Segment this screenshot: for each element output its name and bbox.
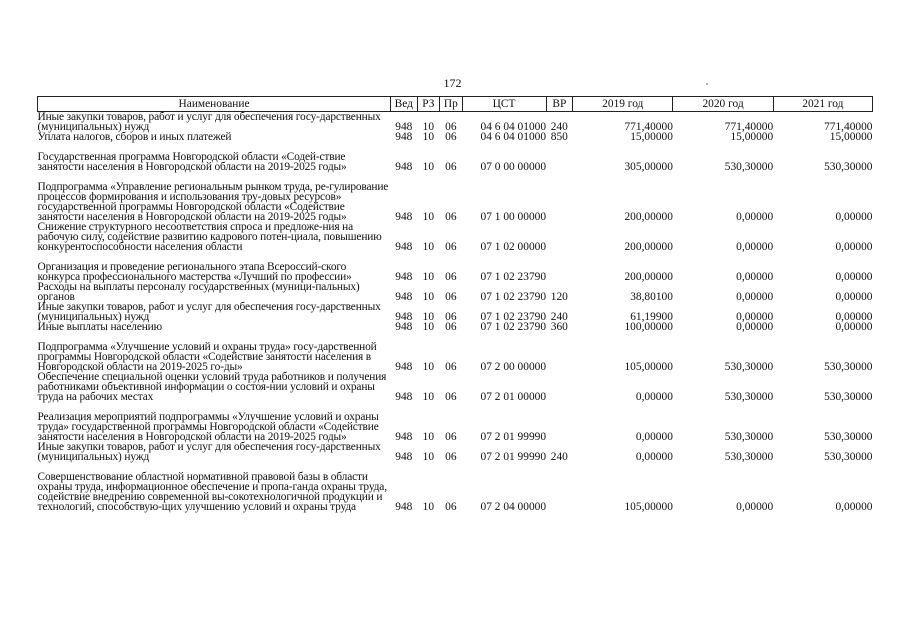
row-pr: 06 [445, 291, 457, 303]
row-cst: 07 1 02 23790 [480, 311, 547, 323]
row-rz: 10 [422, 501, 435, 513]
row-2020: 530,30000 [724, 361, 774, 373]
row-name: Иные выплаты населению [37, 321, 162, 333]
row-vr [546, 172, 573, 222]
row-2020: 15,00000 [730, 131, 774, 143]
row-pr: 06 [445, 121, 457, 133]
row-ved: 948 [395, 311, 413, 323]
row-2019: 771,40000 [624, 121, 673, 133]
row-vr [546, 252, 573, 282]
row-cst: 07 2 01 99990 [480, 431, 547, 443]
row-cst: 07 1 00 00000 [480, 211, 547, 223]
row-ved: 948 [395, 431, 413, 443]
row-2020: 530,30000 [724, 391, 774, 403]
row-name: Иные закупки товаров, работ и услуг для обеспечения госу-дарственных (муниципальных) нужд [37, 301, 381, 323]
row-pr: 06 [445, 241, 457, 253]
row-2019: 105,00000 [624, 501, 673, 513]
row-vr [546, 402, 573, 442]
row-rz: 10 [422, 131, 435, 143]
row-2020: 0,00000 [736, 501, 774, 513]
table-row [38, 322, 873, 332]
row-pr: 06 [445, 131, 457, 143]
row-pr: 06 [445, 271, 457, 283]
row-2019: 200,00000 [624, 271, 673, 283]
row-rz: 10 [422, 431, 435, 443]
table-row [38, 302, 873, 322]
budget-table [37, 96, 873, 512]
row-2019: 100,00000 [624, 321, 673, 333]
row-2019: 15,00000 [630, 131, 673, 143]
row-2021: 0,00000 [835, 291, 873, 303]
row-name: Иные закупки товаров, работ и услуг для обеспечения госу-дарственных (муниципальных) нужд [37, 441, 381, 463]
header-2019: 2019 год [573, 97, 673, 112]
header-2020: 2020 год [673, 97, 773, 112]
table-row [38, 112, 873, 133]
header-rz: РЗ [417, 97, 440, 112]
row-vr [546, 142, 573, 172]
table-row [38, 372, 873, 402]
row-2020: 0,00000 [736, 241, 774, 253]
row-2021: 530,30000 [824, 161, 873, 173]
row-2020: 0,00000 [736, 211, 774, 223]
row-2020: 0,00000 [736, 291, 774, 303]
row-pr: 06 [445, 431, 457, 443]
row-cst: 07 2 01 99990 [480, 451, 547, 463]
row-rz: 10 [422, 271, 435, 283]
row-vr [546, 222, 573, 252]
row-name: Снижение структурного несоответствия спроса и предложе-ния на рабочую силу, содействие развитию кадрового потен-циала, повышению конкурентоспособности населения области [37, 221, 382, 253]
row-rz: 10 [422, 241, 435, 253]
row-2020: 0,00000 [736, 271, 774, 283]
row-cst: 07 2 00 00000 [480, 361, 547, 373]
row-pr: 06 [445, 161, 457, 173]
row-name: Уплата налогов, сборов и иных платежей [37, 131, 232, 143]
row-name: Организация и проведение регионального этапа Всероссий-ского конкурса профессионального мастерства «Лучший по профессии» [37, 261, 352, 283]
row-2019: 200,00000 [624, 211, 673, 223]
header-name: Наименование [38, 97, 391, 112]
row-ved: 948 [395, 131, 413, 143]
row-2021: 530,30000 [824, 391, 873, 403]
row-vr [546, 462, 573, 512]
row-ved: 948 [395, 291, 413, 303]
row-rz: 10 [422, 451, 435, 463]
header-2021: 2021 год [773, 97, 872, 112]
row-name: Расходы на выплаты персоналу государственных (муници-пальных) органов [37, 281, 360, 303]
table-row [38, 442, 873, 462]
row-name: Подпрограмма «Управление региональным рынком труда, ре-гулирование процессов формирования и использования тру-довых ресурсов» государственной программы Новгородской области «Содействие занятости населения в Новгородской области на 2019-2025 годы» [37, 181, 389, 223]
row-rz: 10 [422, 321, 435, 333]
row-2021: 530,30000 [824, 361, 873, 373]
row-2021: 0,00000 [835, 311, 873, 323]
row-name: Иные закупки товаров, работ и услуг для обеспечения госу-дарственных (муниципальных) нужд [37, 111, 381, 133]
row-cst: 04 6 04 01000 [480, 131, 547, 143]
row-name: Подпрограмма «Улучшение условий и охраны труда» госу-дарственной программы Новгородской области «Содействие занятости населения в Новгородской области на 2019-2025 го-ды» [37, 341, 377, 373]
row-2020: 530,30000 [724, 161, 774, 173]
row-2019: 305,00000 [624, 161, 673, 173]
row-rz: 10 [422, 311, 435, 323]
row-2020: 530,30000 [724, 431, 774, 443]
row-2021: 15,00000 [829, 131, 873, 143]
row-2019: 38,80100 [630, 291, 673, 303]
row-2021: 0,00000 [835, 321, 873, 333]
table-row [38, 462, 873, 512]
header-vr: ВР [546, 97, 573, 112]
row-2020: 0,00000 [736, 321, 774, 333]
row-ved: 948 [395, 501, 413, 513]
row-ved: 948 [395, 161, 413, 173]
row-name: Реализация мероприятий подпрограммы «Улучшение условий и охраны труда» государственной программы Новгородской области «Содействие занятости населения в Новгородской области на 2019-2025 годы» [37, 411, 379, 443]
row-2021: 771,40000 [824, 121, 873, 133]
row-rz: 10 [422, 121, 435, 133]
row-2021: 0,00000 [835, 271, 873, 283]
row-name: Совершенствование областной нормативной правовой базы в области охраны труда, информационное обеспечение и пропа-ганда охраны труда, содействие внедрению современной вы-сокотехнологичной продукции и технологий, способствую-щих улучшению условий и охраны труда [37, 471, 387, 513]
row-2021: 0,00000 [835, 501, 873, 513]
row-vr [546, 372, 573, 402]
row-cst: 07 1 02 23790 [480, 321, 547, 333]
row-rz: 10 [422, 291, 435, 303]
row-ved: 948 [395, 391, 413, 403]
row-cst: 07 1 02 23790 [480, 271, 547, 283]
row-ved: 948 [395, 241, 413, 253]
row-2020: 530,30000 [724, 451, 774, 463]
row-vr: 850 [550, 131, 568, 143]
row-pr: 06 [445, 501, 457, 513]
row-2021: 0,00000 [835, 241, 873, 253]
header-pr: Пр [440, 97, 463, 112]
row-2020: 0,00000 [736, 311, 774, 323]
row-rz: 10 [422, 161, 435, 173]
row-cst: 07 1 02 23790 [480, 291, 547, 303]
table-row [38, 332, 873, 372]
row-2020: 771,40000 [724, 121, 774, 133]
table-row [38, 142, 873, 172]
row-2019: 0,00000 [635, 391, 673, 403]
row-pr: 06 [445, 391, 457, 403]
row-rz: 10 [422, 391, 435, 403]
row-name: Государственная программа Новгородской области «Содей-ствие занятости населения в Новгородской области на 2019-2025 годы» [37, 151, 347, 173]
row-vr: 240 [550, 311, 568, 323]
row-pr: 06 [445, 321, 457, 333]
table-header-row [38, 97, 873, 112]
row-2021: 0,00000 [835, 211, 873, 223]
row-2019: 105,00000 [624, 361, 673, 373]
row-ved: 948 [395, 321, 413, 333]
row-2019: 200,00000 [624, 241, 673, 253]
row-cst: 07 2 04 00000 [480, 501, 547, 513]
row-rz: 10 [422, 211, 435, 223]
table-row [38, 172, 873, 222]
row-2021: 530,30000 [824, 451, 873, 463]
row-vr: 240 [550, 451, 568, 463]
row-pr: 06 [445, 211, 457, 223]
row-cst: 04 6 04 01000 [480, 121, 547, 133]
header-ved: Вед [391, 97, 418, 112]
row-2019: 61,19900 [630, 311, 673, 323]
row-2019: 0,00000 [635, 451, 673, 463]
row-vr: 240 [550, 121, 568, 133]
table-row [38, 252, 873, 282]
row-ved: 948 [395, 271, 413, 283]
table-row [38, 282, 873, 302]
table-row [38, 402, 873, 442]
row-rz: 10 [422, 361, 435, 373]
row-cst: 07 1 02 00000 [480, 241, 547, 253]
row-name: Обеспечение специальной оценки условий труда работников и получения работниками объективной информации о состоя-нии условий и охраны труда на рабочих местах [37, 371, 387, 403]
row-vr [546, 332, 573, 372]
page-number: 172 [443, 76, 462, 90]
table-row [38, 222, 873, 252]
row-vr: 360 [550, 321, 568, 333]
row-pr: 06 [445, 361, 457, 373]
row-ved: 948 [395, 211, 413, 223]
row-pr: 06 [445, 451, 457, 463]
row-vr: 120 [550, 291, 568, 303]
row-ved: 948 [395, 451, 413, 463]
row-2021: 530,30000 [824, 431, 873, 443]
row-pr: 06 [445, 311, 457, 323]
header-cst: ЦСТ [462, 97, 546, 112]
row-cst: 07 2 01 00000 [480, 391, 547, 403]
scan-speck [706, 83, 708, 85]
table-row [38, 132, 873, 142]
row-ved: 948 [395, 361, 413, 373]
row-2019: 0,00000 [635, 431, 673, 443]
row-ved: 948 [395, 121, 413, 133]
row-cst: 07 0 00 00000 [480, 161, 547, 173]
